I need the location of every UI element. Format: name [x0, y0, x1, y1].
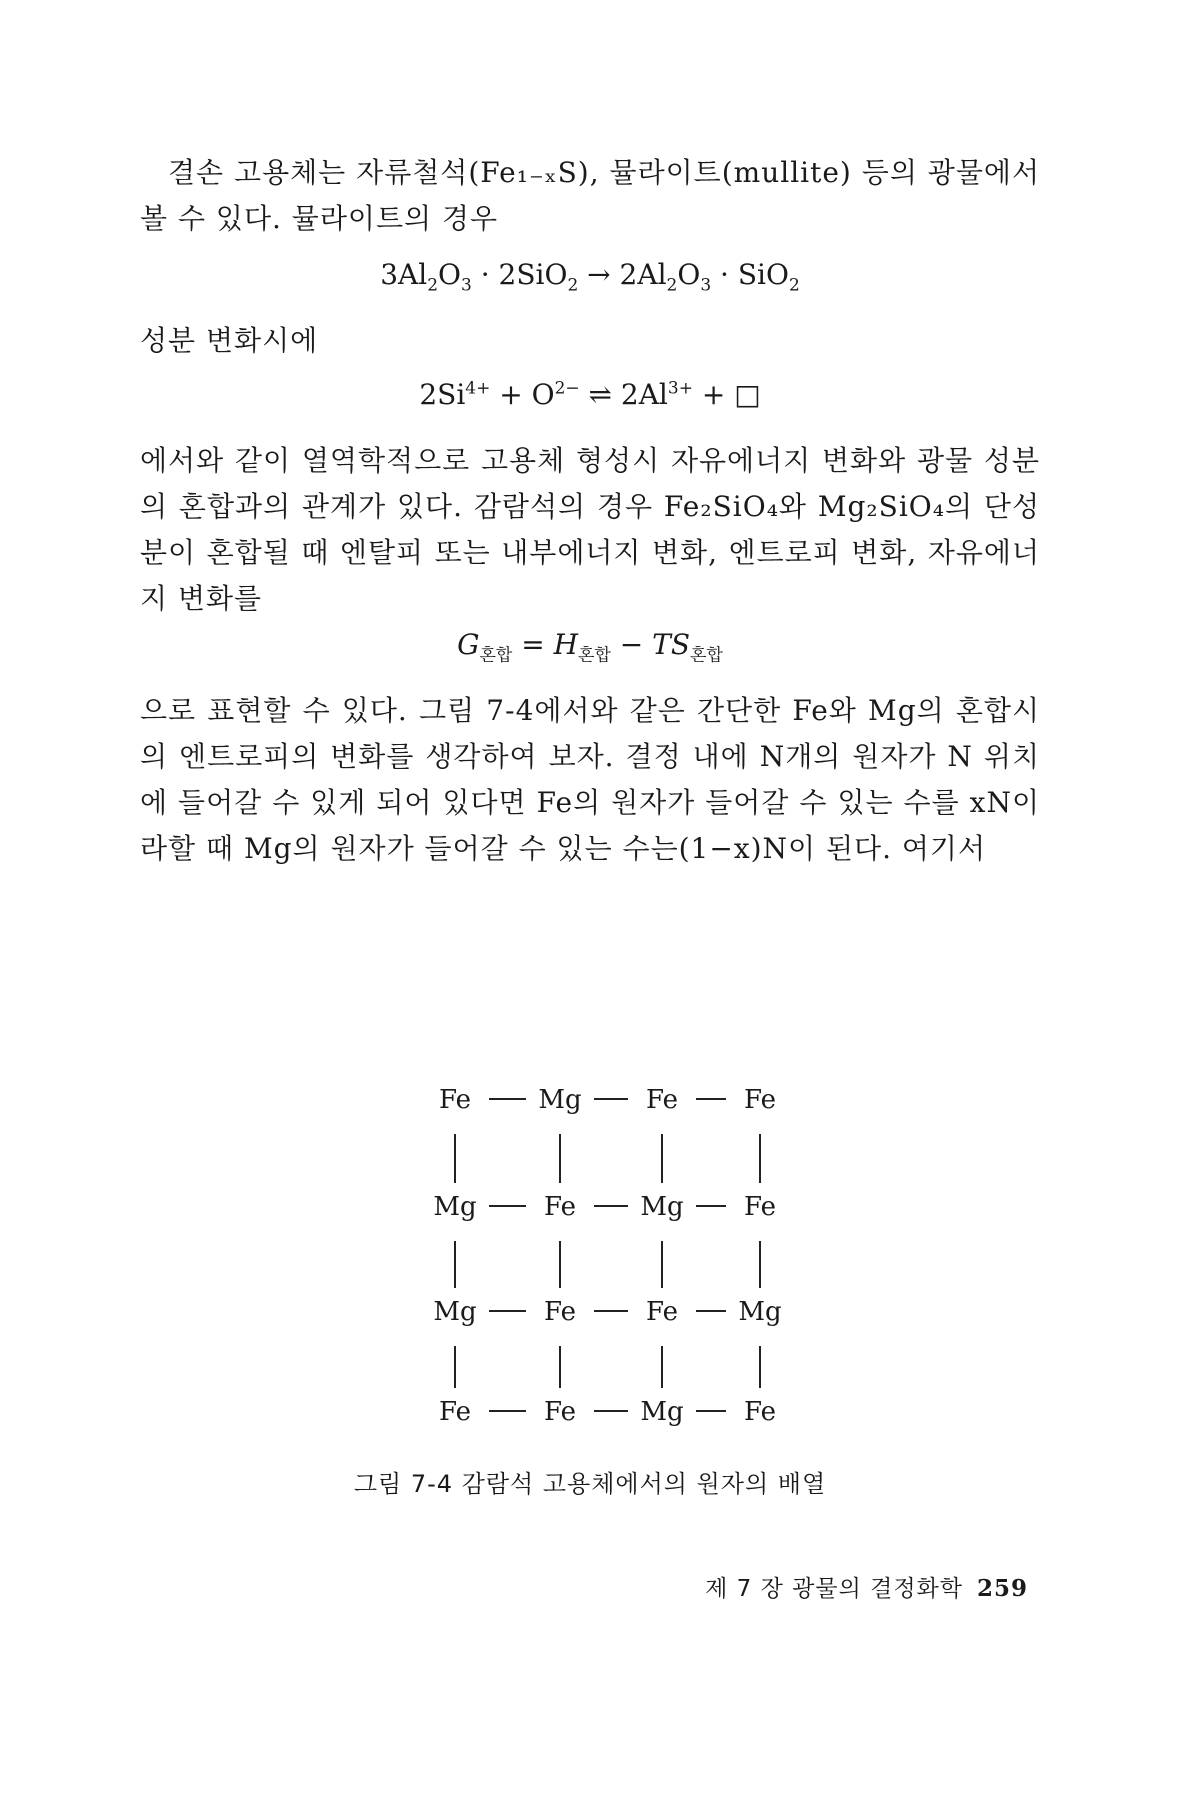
atom-fe: Fe — [543, 1397, 577, 1427]
paragraph-component-change: 성분 변화시에 — [140, 324, 319, 357]
atom-fe: Fe — [743, 1397, 777, 1427]
equation-mullite-composition: $3Al_2O_3 \cdot 2SiO_2 \to 2Al_2O_3 \cdot SiO_2$ — [380, 258, 800, 296]
atom-fe: Fe — [438, 1397, 472, 1427]
equation-gibbs-mixing: $G_{혼합} = H_{혼합} - TS_{혼합}$ — [457, 628, 723, 666]
paragraph-entropy: 으로 표현할 수 있다. 그림 7-4에서와 같은 간단한 Fe와 Mg의 혼합시의 엔트로피의 변화를 생각하여 보자. 결정 내에 N개의 원자가 N 위치에 들어갈 수 있게 되어 있다면 Fe의 원자가 들어갈 수 있는 수를 xN이라할 때 Mg의 원자가 들어갈 수 있는 수는(1−x)N이 된다. 여기서 — [140, 694, 1040, 865]
atom-mg: Mg — [640, 1397, 684, 1427]
paragraph-thermodynamics: 에서와 같이 열역학적으로 고용체 형성시 자유에너지 변화와 광물 성분의 혼합과의 관계가 있다. 감람석의 경우 Fe₂SiO₄와 Mg₂SiO₄의 단성분이 혼합될 때 엔탈피 또는 내부에너지 변화, 엔트로피 변화, 자유에너지 변화를 — [140, 444, 1040, 615]
atom-mg: Mg — [538, 1085, 582, 1115]
page-number: 259 — [976, 1575, 1028, 1602]
atom-fe: Fe — [543, 1297, 577, 1327]
equation-substitution: $2Si^{4+} + O^{2-}$ ⇌ $2Al^{3+}$ + □ — [419, 378, 761, 411]
atom-fe: Fe — [743, 1085, 777, 1115]
atom-fe: Fe — [543, 1192, 577, 1222]
atom-mg: Mg — [640, 1192, 684, 1222]
atom-mg: Mg — [433, 1192, 477, 1222]
atom-fe: Fe — [438, 1085, 472, 1115]
atom-fe: Fe — [743, 1192, 777, 1222]
paragraph-mullite: 결손 고용체는 자류철석(Fe₁₋ₓS), 뮬라이트(mullite) 등의 광물에서 볼 수 있다. 뮬라이트의 경우 — [140, 156, 1040, 235]
chapter-title: 제 7 장 광물의 결정화학 — [705, 1576, 963, 1602]
figure-caption: 그림 7-4 감람석 고용체에서의 원자의 배열 — [353, 1470, 827, 1498]
atom-mg: Mg — [433, 1297, 477, 1327]
atom-fe: Fe — [645, 1297, 679, 1327]
atom-mg: Mg — [738, 1297, 782, 1327]
page-footer — [705, 1570, 1028, 1603]
atom-fe: Fe — [645, 1085, 679, 1115]
